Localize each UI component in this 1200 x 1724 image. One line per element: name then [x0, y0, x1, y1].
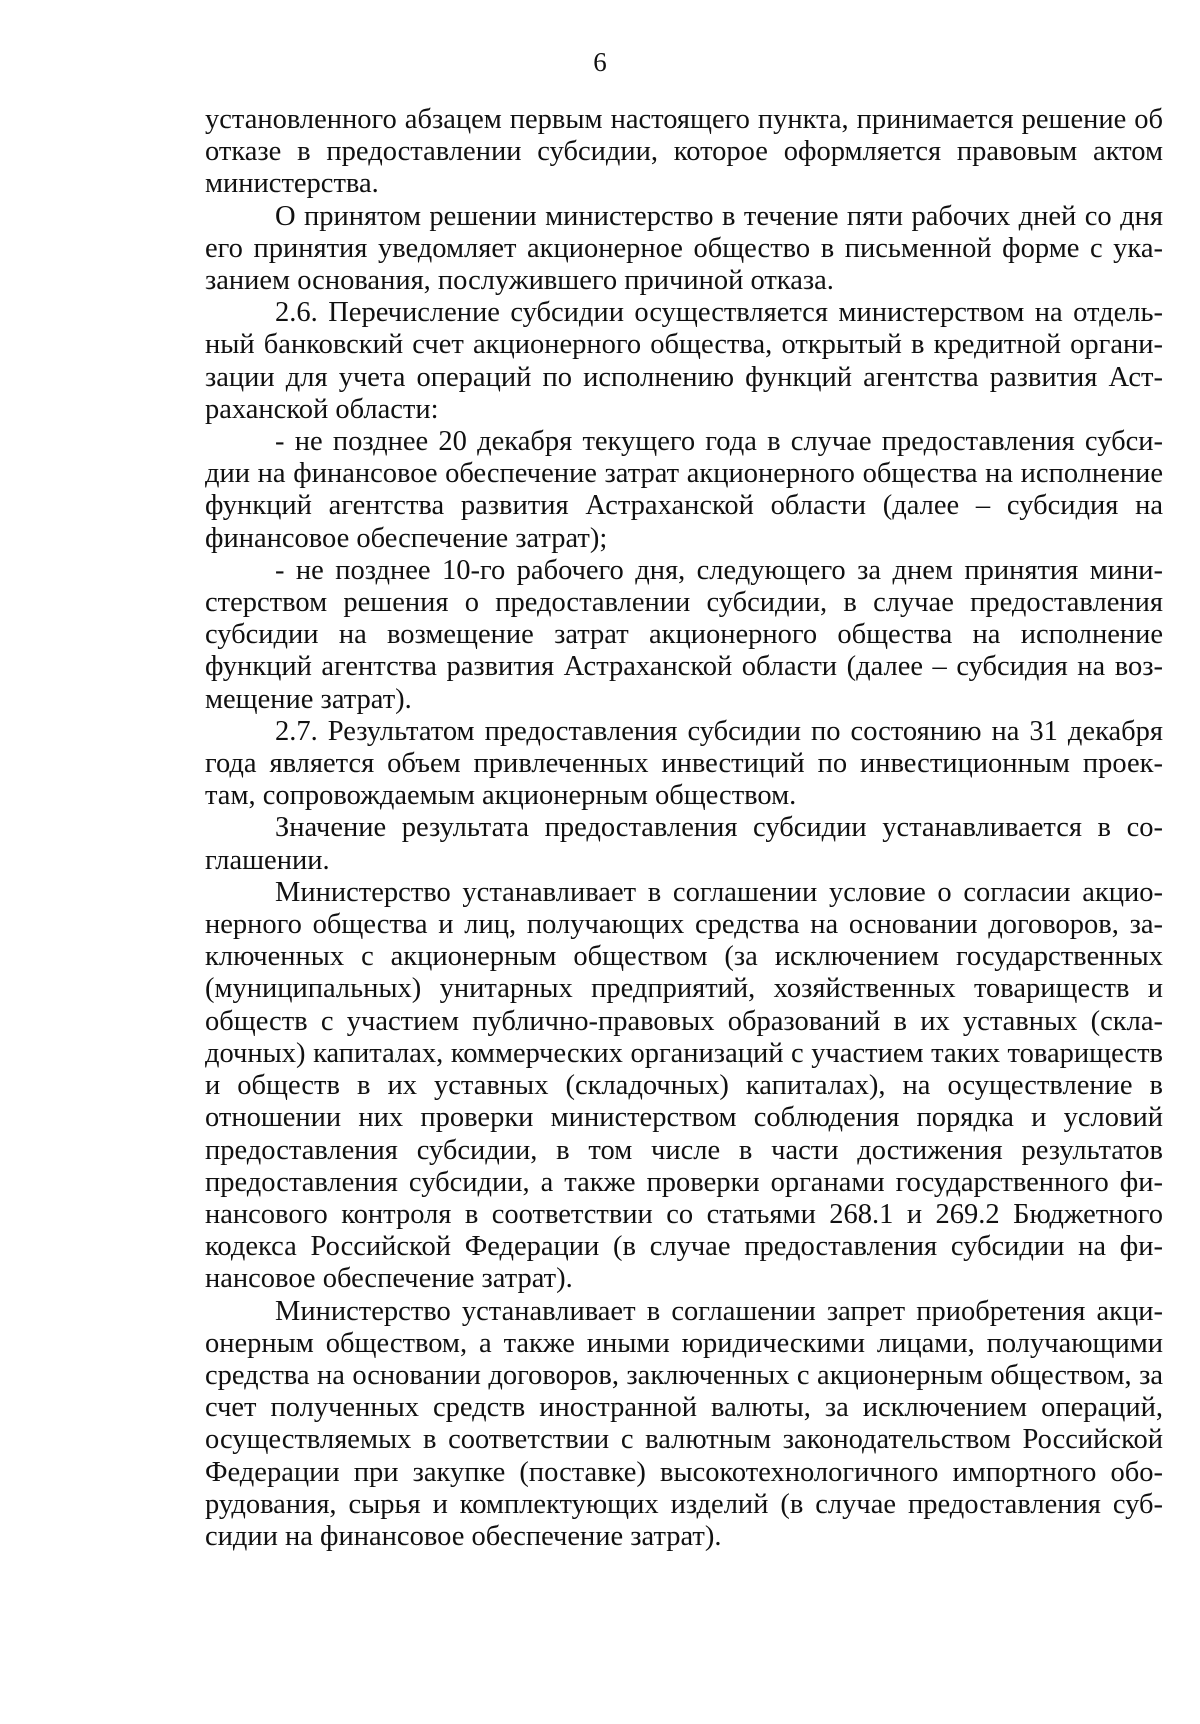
paragraph-notification: О принятом решении министерство в течение пяти рабочих дней со дня его принятия уведомляет акционерное общество в письменной форме с указанием основания, послужившего причиной отказа.: [205, 200, 1163, 297]
document-body: [205, 104, 1163, 1553]
paragraph-2-6-transfer: 2.6. Перечисление субсидии осуществляется министерством на отдельный банковский счет акционерного общества, открытый в кредитной организации для учета операций по исполнению функций агентства развития Астраханской области:: [205, 297, 1163, 425]
paragraph-financial-support-deadline: - не позднее 20 декабря текущего года в случае предоставления субсидии на финансовое обеспечение затрат акционерного общества на исполнение функций агентства развития Астраханской области (далее – субсидия на финансовое обеспечение затрат);: [205, 426, 1163, 554]
paragraph-currency-prohibition: Министерство устанавливает в соглашении запрет приобретения акционерным обществом, а также иными юридическими лицами, получающими средства на основании договоров, заключенных с акционерным обществом, за счет полученных средств иностранной валюты, за исключением операций, осуществляемых в соответствии с валютным законодательством Российской Федерации при закупке (поставке) высокотехнологичного импортного оборудования, сырья и комплектующих изделий (в случае предоставления субсидии на финансовое обеспечение затрат).: [205, 1295, 1163, 1552]
paragraph-2-7-result: 2.7. Результатом предоставления субсидии по состоянию на 31 декабря года является объем привлеченных инвестиций по инвестиционным проектам, сопровождаемым акционерным обществом.: [205, 715, 1163, 812]
paragraph-consent-condition: Министерство устанавливает в соглашении условие о согласии акционерного общества и лиц, получающих средства на основании договоров, заключенных с акционерным обществом (за исключением государственных (муниципальных) унитарных предприятий, хозяйственных товариществ и обществ с участием публично-правовых образований в их уставных (складочных) капиталах, коммерческих организаций с участием таких товариществ и обществ в их уставных (складочных) капиталах), на осуществление в отношении них проверки министерством соблюдения порядка и условий предоставления субсидии, в том числе в части достижения результатов предоставления субсидии, а также проверки органами государственного финансового контроля в соответствии со статьями 268.1 и 269.2 Бюджетного кодекса Российской Федерации (в случае предоставления субсидии на финансовое обеспечение затрат).: [205, 876, 1163, 1295]
page-number: 6: [593, 47, 607, 77]
paragraph-refusal-decision: установленного абзацем первым настоящего пункта, принимается решение об отказе в предоставлении субсидии, которое оформляется правовым актом министерства.: [205, 104, 1163, 200]
paragraph-reimbursement-deadline: - не позднее 10-го рабочего дня, следующего за днем принятия министерством решения о предоставлении субсидии, в случае предоставления субсидии на возмещение затрат акционерного общества на исполнение функций агентства развития Астраханской области (далее – субсидия на возмещение затрат).: [205, 554, 1163, 715]
paragraph-result-value: Значение результата предоставления субсидии устанавливается в соглашении.: [205, 812, 1163, 876]
